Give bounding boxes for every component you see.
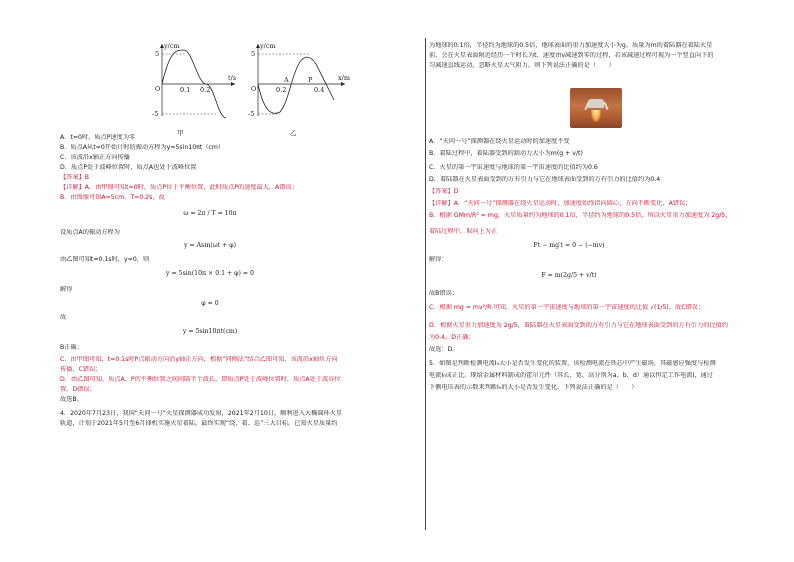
option-d: D．质点P处于波峰位置时，质点A也处于波峰位置 xyxy=(60,164,197,171)
set-equation: 设质点A的振动方程为 xyxy=(60,229,120,236)
column-divider xyxy=(425,38,426,530)
q4-cont-line2: 前，会在火星表面附近经历一个时长为t、速度由v减速到零的过程，若该减速过程可视为一个竖直向下的 xyxy=(429,52,714,59)
q4-detail-b2: 着陆过程中，取向上为正 xyxy=(429,228,498,235)
graph-left-caption: 甲 xyxy=(177,129,184,137)
from-graph-b: 由乙图可知t=0.1s时，y=0，则 xyxy=(60,256,150,263)
equation-3: y = 5sin(10π × 0.1 + φ) = 0 xyxy=(166,270,254,277)
q4-option-d: D．着陆器在火星表面受到的万有引力与它在地球表面受到的万有引力的比值约为0.4 xyxy=(429,176,661,183)
q4-solve: 解得： xyxy=(429,256,448,263)
detail-b: B．由图像可知A=5cm，T=0.2s，故 xyxy=(60,194,165,201)
therefore-label: 故 xyxy=(60,314,67,321)
q4-answer: 【答案】D xyxy=(429,188,459,195)
question-5-line1: 5．如图是判断检测电流I₀大小是否发生变化的装置，该检测电流在铁芯中产生磁场，其磁感应强度与检测 xyxy=(429,360,716,367)
detail-c-line1: C．由甲图可知，t=0.1s时P点振动方向沿y轴正方向，根据“同侧法”结合乙图可知，该波沿x轴负方向 xyxy=(60,356,338,363)
question-5-line2: 电流I₀成正比。现给金属材料制成的霍尔元件（其长、宽、高分别为a、b、d）通以恒定工作电流I，通过 xyxy=(429,372,713,379)
q4-option-c: C．火星的第一宇宙速度与地球的第一宇宙速度的比值约为0.6 xyxy=(429,164,598,171)
graph-right-ylabel: y/cm xyxy=(260,42,276,50)
choose-b: 故选B。 xyxy=(60,396,83,403)
q4-option-a: A．“天问一号”探测器在绕火星运动时的加速度不变 xyxy=(429,138,570,145)
wave-graphs xyxy=(140,40,360,120)
option-b: B．质点A从t=0开始计时的振动方程为y=5sin10πt（cm） xyxy=(60,144,225,151)
engine-plume xyxy=(591,110,601,122)
answer-label: 【答案】B xyxy=(60,174,89,181)
q4-equation-1: Ft − mg′t = 0 − (−mv) xyxy=(533,242,605,249)
q4-detail-b: B．根据 GMm/R² = mg，火星质量约为地球的0.1倍，半径约为地球的0.5倍，所以火星重力加速度为 2g/5， xyxy=(429,212,732,219)
equation-5: y = 5sin10πt(cm) xyxy=(182,328,238,335)
graph-left-x1: 0.1 xyxy=(180,86,191,94)
graph-left-xlabel: t/s xyxy=(228,74,237,82)
graph-right-point-p: P xyxy=(308,76,313,84)
lander-leg-right xyxy=(603,102,608,110)
graph-right-xlabel: x/m xyxy=(338,74,351,82)
q4-detail-d2: 为0.4，D正确； xyxy=(429,334,475,341)
option-a: A．t=0时，质点P速度为零 xyxy=(60,134,136,141)
detail-c-line2: 传播，C错误； xyxy=(60,366,102,373)
q4-b-wrong: 故B错误； xyxy=(429,290,458,297)
b-correct: B正确； xyxy=(60,344,83,351)
graph-right-yneg: -5 xyxy=(248,110,255,118)
option-c: C．该波沿x轴正方向传播 xyxy=(60,154,130,161)
wave-graphs-svg xyxy=(140,40,360,120)
graph-left-origin: O xyxy=(155,85,161,93)
graph-left-yneg: -5 xyxy=(152,110,159,118)
q4-detail-a: 【详解】A．“天问一号”探测器在绕火星运动时，加速度始终指向圆心，方向不断变化，A错误； xyxy=(429,200,692,207)
graph-right-point-a: A xyxy=(284,76,289,84)
q4-cont-line3: 匀减速直线运动，忽略火星大气阻力。则下列说法正确的是（ ） xyxy=(429,62,615,69)
question-5-line3: 下侧电压表的示数来判断I₀的大小是否发生变化，下列说法正确的是（ ） xyxy=(429,384,638,391)
graph-right-x1: 0.2 xyxy=(276,86,287,94)
question-4-line2: 轨道，计划于2021年5月至6月择机实施火星着陆，最终实现“绕、着、巡”三大目标。已知火星质量约 xyxy=(60,420,338,427)
q4-detail-d1: D．根据火星重力加速度为 2g/5，着陆器在火星表面受到的万有引力与它在地球表面受到的万有引力的比值约 xyxy=(429,322,729,329)
q4-option-b: B．着陆过程中，着陆器受到的制动力大小为m(g + v/t) xyxy=(429,150,583,157)
q4-detail-c: C．根据 mg = mv²/R 可知，火星的第一宇宙速度与地球的第一宇宙速度的比值 √(1/5)，故C错误； xyxy=(429,304,705,311)
q4-equation-2: F = m(2g/5 + v/t) xyxy=(541,272,597,279)
detail-d-line2: 置，D错误； xyxy=(60,386,96,393)
detail-d-line1: D．由乙图可知，质点A、P的平衡位置之间间隔半个波长，即质点P处于波峰位置时，质点A处于波谷位 xyxy=(60,376,341,383)
question-4-line1: 4．2020年7月23日，我国“天问一号”火星探测器成功发射，2021年2月10日，顺利进入大椭圆环火星 xyxy=(60,410,343,417)
equation-2: y = Asin(ωt + φ) xyxy=(183,242,237,249)
equation-1: ω = 2π / T = 10π xyxy=(183,210,237,217)
detail-a: 【详解】A．由甲图可知t=0时，质点P位于平衡位置，此时质点P的速度最大，A错误； xyxy=(60,184,298,191)
graph-right-ypos: 5 xyxy=(251,50,256,58)
graph-left-ypos: 5 xyxy=(155,50,160,58)
graph-left-ylabel: y/cm xyxy=(164,42,180,50)
graph-right-caption: 乙 xyxy=(290,129,297,137)
q4-choose: 故选：D。 xyxy=(429,346,459,353)
graph-right-x2: 0.4 xyxy=(314,86,325,94)
graph-right-origin: O xyxy=(251,85,257,93)
lander-body xyxy=(588,99,604,108)
graph-left-x2: 0.2 xyxy=(200,86,211,94)
equation-4: φ = 0 xyxy=(201,300,219,307)
q4-cont-line1: 为地球的0.1倍，半径约为地球的0.5倍，地球表面的重力加速度大小为g。质量为m的着陆器在着陆火星 xyxy=(429,42,713,49)
solve-label: 解得 xyxy=(60,286,73,293)
mars-lander-photo xyxy=(570,88,622,128)
